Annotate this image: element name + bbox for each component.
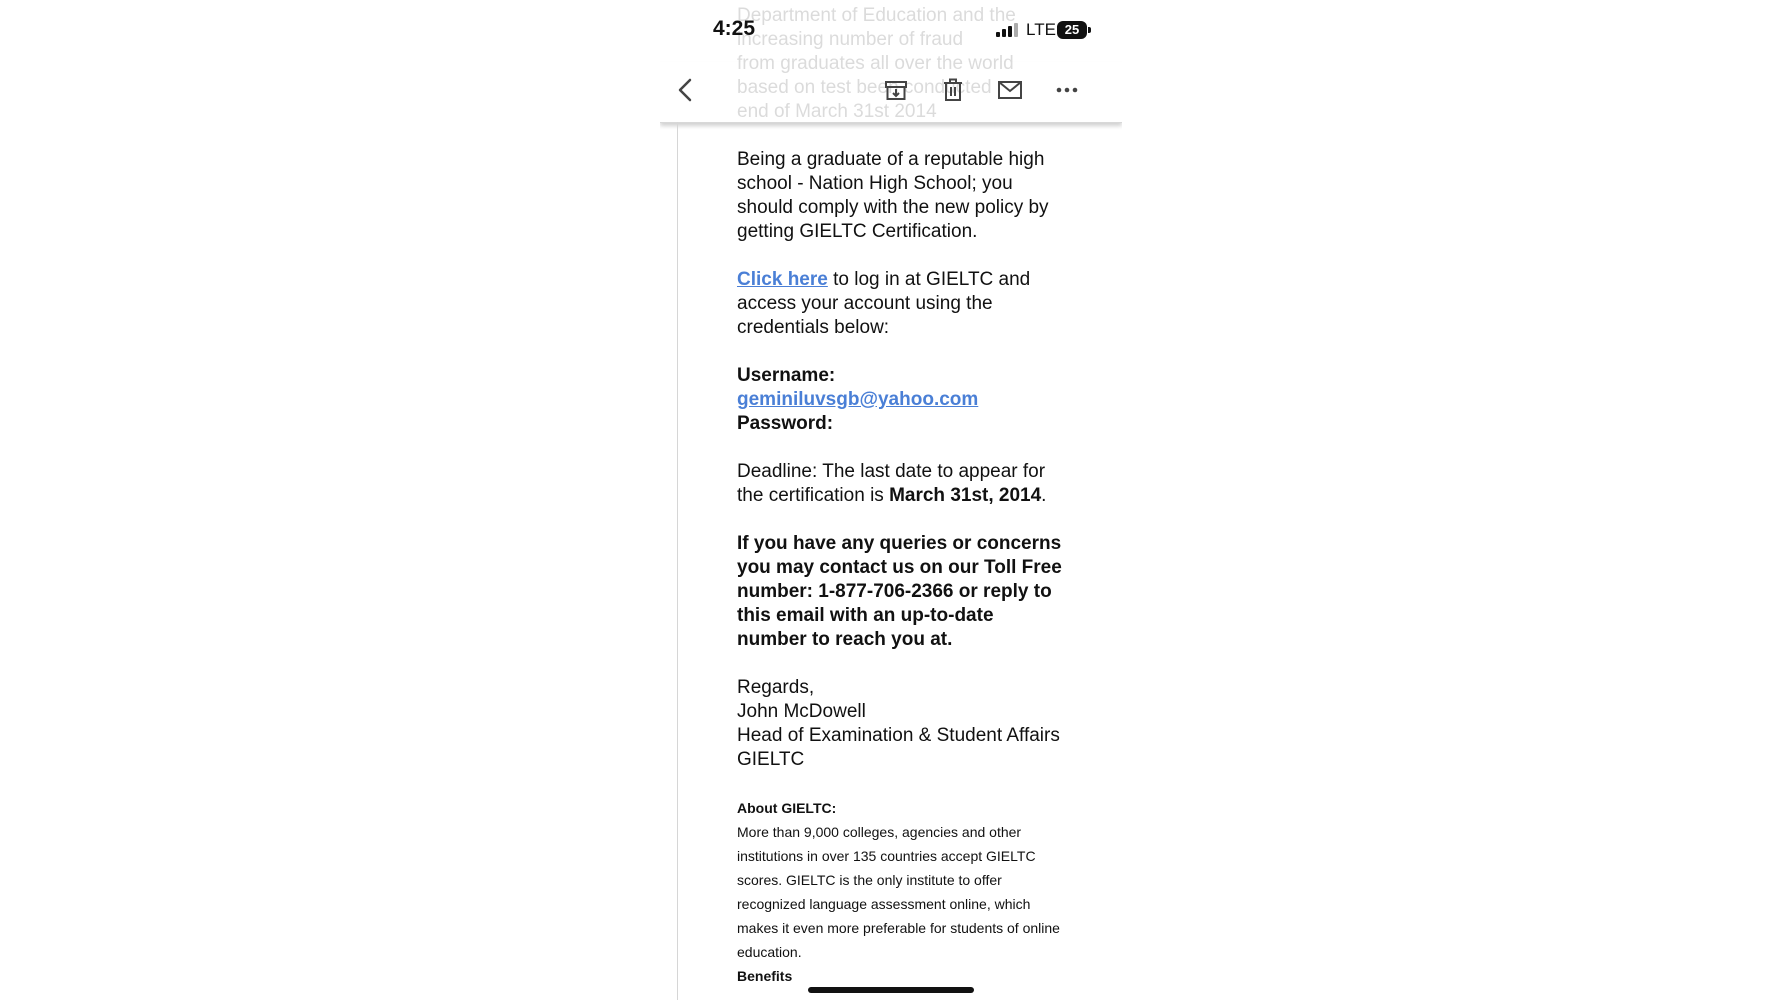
about-title: About GIELTC:: [737, 800, 837, 816]
status-time: 4:25: [713, 17, 756, 40]
phone-screen: [660, 0, 1122, 1000]
password-label: Password:: [737, 413, 834, 434]
queries-paragraph: If you have any queries or concerns you may contact us on our Toll Free number: 1-877-706-2366 or reply to this email with an up-to-date number to reach you at.: [737, 533, 1062, 650]
mail-icon: [996, 77, 1024, 103]
email-body: [737, 148, 1067, 988]
intro-paragraph: Being a graduate of a reputable high school - Nation High School; you should comply with the new policy by getting GIELTC Certification.: [737, 149, 1049, 242]
benefits-title: Benefits: [737, 968, 793, 984]
network-type: LTE: [1026, 20, 1056, 39]
ghost-line: increasing number of fraud: [737, 29, 964, 50]
sender-name: John McDowell: [737, 701, 866, 722]
mark-unread-button[interactable]: [992, 72, 1028, 108]
more-horizontal-icon: [1054, 77, 1080, 103]
deadline-suffix: .: [1041, 485, 1047, 506]
username-label: Username:: [737, 365, 836, 386]
ghost-line: based on test been conducted: [737, 77, 992, 98]
chevron-left-icon: [675, 77, 697, 103]
more-button[interactable]: [1049, 72, 1085, 108]
sender-org: GIELTC: [737, 749, 805, 770]
click-here-link[interactable]: Click here: [737, 269, 828, 290]
archive-icon: [883, 77, 909, 103]
battery-icon: 25: [1057, 21, 1087, 39]
credentials-block: [737, 364, 1067, 436]
regards-text: Regards,: [737, 677, 815, 698]
deadline-paragraph: [737, 460, 1067, 508]
login-paragraph: [737, 268, 1067, 340]
battery-tip: [1088, 27, 1091, 33]
ghost-line: Department of Education and the: [737, 5, 1016, 26]
home-indicator[interactable]: [808, 987, 974, 993]
ghost-line: from graduates all over the world: [737, 53, 1014, 74]
delete-button[interactable]: [935, 72, 971, 108]
username-email-link[interactable]: geminiluvsgb@yahoo.com: [737, 389, 979, 410]
archive-button[interactable]: [878, 72, 914, 108]
quote-rail: [677, 122, 678, 1000]
status-bar: [660, 0, 1122, 62]
trash-icon: [940, 77, 966, 103]
login-paragraph-text: to log in at GIELTC and access your account using the credentials below:: [737, 269, 1031, 338]
back-button[interactable]: [668, 72, 704, 108]
email-toolbar: [660, 62, 1122, 123]
deadline-date: March 31st, 2014: [889, 485, 1042, 506]
deadline-text: Deadline: The last date to appear for the certification is: [737, 461, 1046, 506]
ghost-line: end of March 31st 2014: [737, 101, 937, 122]
about-body: More than 9,000 colleges, agencies and other institutions in over 135 countries accept GIELTC scores. GIELTC is the only institute to offer recognized language assessment online, which makes it even more preferable for students of online education.: [737, 824, 1060, 960]
signal-icon: [996, 23, 1018, 37]
sender-title: Head of Examination & Student Affairs: [737, 725, 1060, 746]
signature-block: [737, 676, 1067, 772]
